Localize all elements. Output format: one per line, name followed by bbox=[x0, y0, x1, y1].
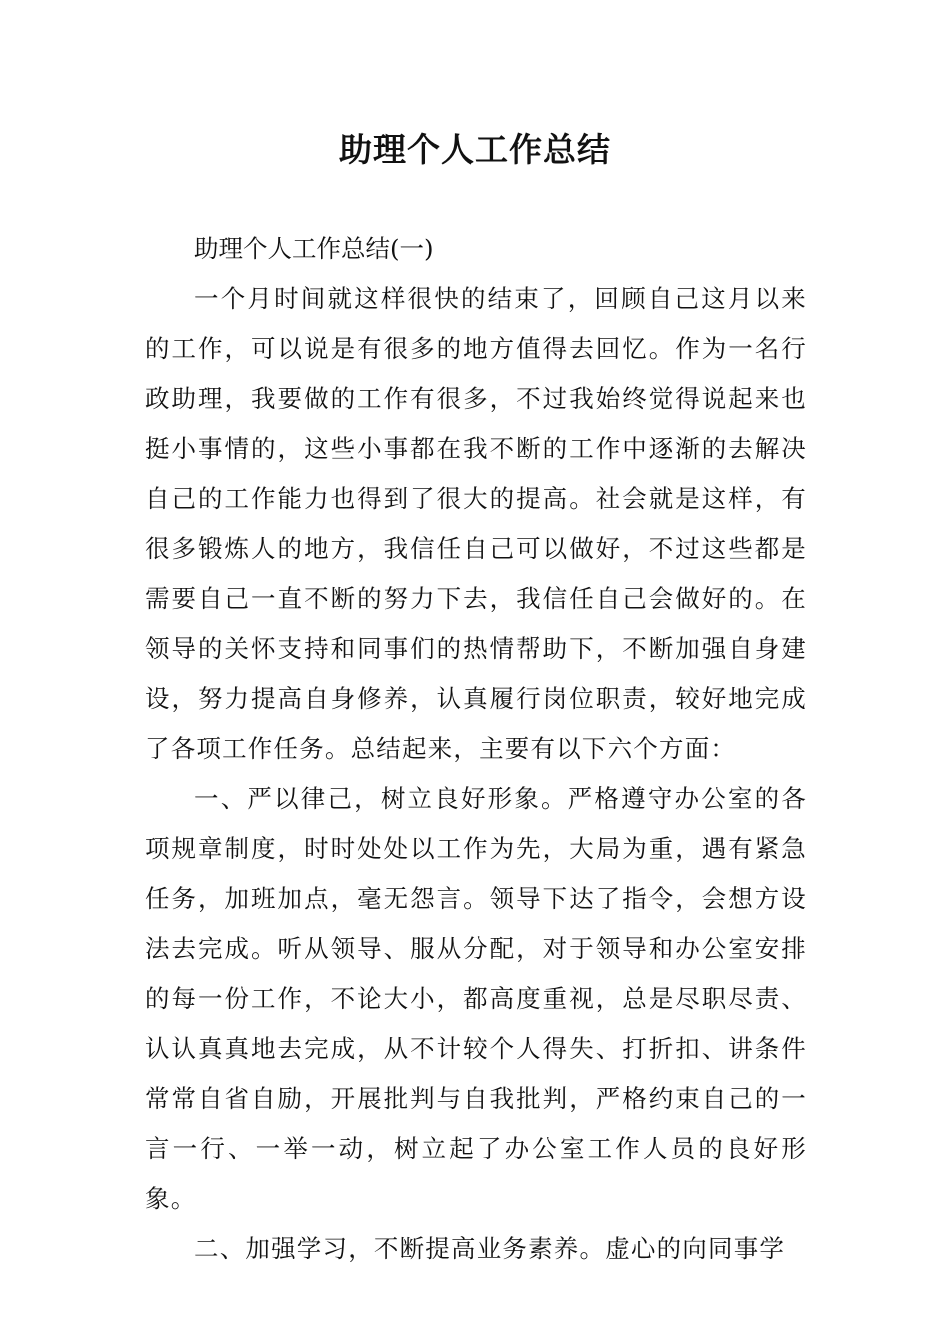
paragraph-section-two: 二、加强学习，不断提高业务素养。虚心的向同事学 bbox=[194, 1234, 786, 1263]
paragraph-section-one: 一、严以律己，树立良好形象。严格遵守办公室的各项规章制度，时时处处以工作为先，大局为重，遇有紧急任务，加班加点，毫无怨言。领导下达了指令，会想方设法去完成。听从领导、服从分配，对于领导和办公室安排的每一份工作，不论大小，都高度重视，总是尽职尽责、认认真真地去完成，从不计较个人得失、打折扣、讲条件常常自省自励，开展批判与自我批判，严格约束自己的一言一行、一举一动，树立起了办公室工作人员的良好形象。 bbox=[145, 784, 807, 1213]
document-subtitle: 助理个人工作总结(一) bbox=[194, 234, 434, 263]
document-body bbox=[145, 224, 807, 1274]
paragraph-intro: 一个月时间就这样很快的结束了，回顾自己这月以来的工作，可以说是有很多的地方值得去回忆。作为一名行政助理，我要做的工作有很多，不过我始终觉得说起来也挺小事情的，这些小事都在我不断的工作中逐渐的去解决自己的工作能力也得到了很大的提高。社会就是这样，有很多锻炼人的地方，我信任自己可以做好，不过这些都是需要自己一直不断的努力下去，我信任自己会做好的。在领导的关怀支持和同事们的热情帮助下，不断加强自身建设，努力提高自身修养，认真履行岗位职责，较好地完成了各项工作任务。总结起来，主要有以下六个方面： bbox=[145, 284, 807, 763]
document-title: 助理个人工作总结 bbox=[339, 130, 611, 169]
